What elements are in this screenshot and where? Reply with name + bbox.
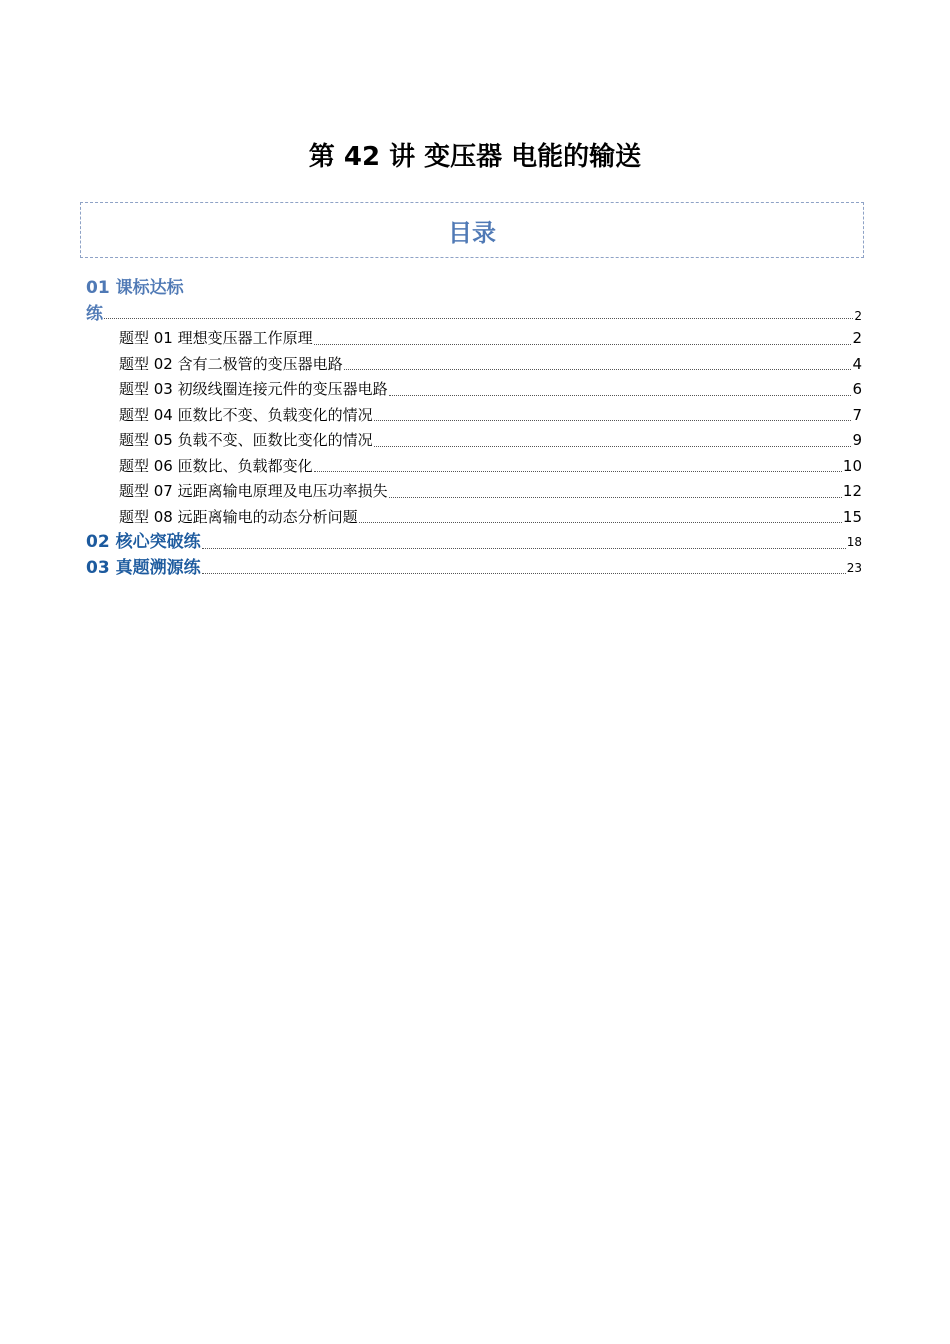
toc-item-page: 12	[842, 482, 862, 500]
toc-item-label: 题型 07 远距离输电原理及电压功率损失	[119, 482, 388, 500]
toc-item-page: 15	[842, 507, 862, 526]
dot-leader	[389, 497, 842, 498]
toc-item[interactable]	[86, 326, 862, 352]
toc-section-3[interactable]	[86, 556, 862, 582]
dot-leader	[202, 573, 846, 574]
toc-item-page: 2	[852, 329, 862, 347]
toc-item-page: 10	[842, 456, 862, 475]
toc-section-2[interactable]	[86, 530, 862, 556]
toc-item[interactable]	[86, 403, 862, 429]
toc-heading: 目录	[448, 218, 496, 247]
toc-section-1[interactable]	[86, 276, 862, 326]
toc-item-page: 6	[852, 380, 862, 398]
dot-leader	[314, 471, 842, 472]
dot-leader	[389, 395, 852, 396]
toc-item[interactable]	[86, 479, 862, 505]
table-of-contents	[86, 276, 862, 581]
toc-item-label: 题型 03 初级线圈连接元件的变压器电路	[119, 380, 388, 398]
toc-item-label: 题型 01 理想变压器工作原理	[119, 329, 313, 347]
toc-item[interactable]	[86, 505, 862, 531]
toc-item[interactable]	[86, 352, 862, 378]
toc-section-1-label-line2: 练	[86, 304, 103, 324]
toc-section-2-page: 18	[846, 535, 862, 549]
toc-section-3-label: 03 真题溯源练	[86, 557, 201, 578]
toc-item-label: 题型 06 匝数比、负载都变化	[119, 456, 313, 475]
toc-section-1-page: 2	[854, 309, 862, 323]
toc-item-label: 题型 08 远距离输电的动态分析问题	[119, 507, 358, 526]
toc-item-label: 题型 05 负载不变、匝数比变化的情况	[119, 431, 373, 449]
dot-leader	[344, 369, 852, 370]
dot-leader	[374, 446, 852, 447]
toc-item[interactable]	[86, 454, 862, 480]
dot-leader	[104, 318, 853, 319]
toc-item-page: 4	[852, 354, 862, 373]
page-title: 第 42 讲 变压器 电能的输送	[308, 142, 642, 172]
toc-section-2-label: 02 核心突破练	[86, 532, 201, 552]
toc-item-page: 7	[852, 405, 862, 424]
dot-leader	[314, 344, 852, 345]
dot-leader	[202, 548, 846, 549]
toc-item[interactable]	[86, 428, 862, 454]
toc-item-label: 题型 04 匝数比不变、负载变化的情况	[119, 405, 373, 424]
toc-item[interactable]	[86, 377, 862, 403]
toc-item-page: 9	[852, 431, 862, 449]
dot-leader	[359, 522, 842, 523]
toc-item-label: 题型 02 含有二极管的变压器电路	[119, 354, 343, 373]
toc-section-3-page: 23	[846, 560, 862, 575]
toc-heading-box	[80, 202, 864, 258]
toc-section-1-label-line1: 01 课标达标	[86, 278, 184, 298]
dot-leader	[374, 420, 852, 421]
